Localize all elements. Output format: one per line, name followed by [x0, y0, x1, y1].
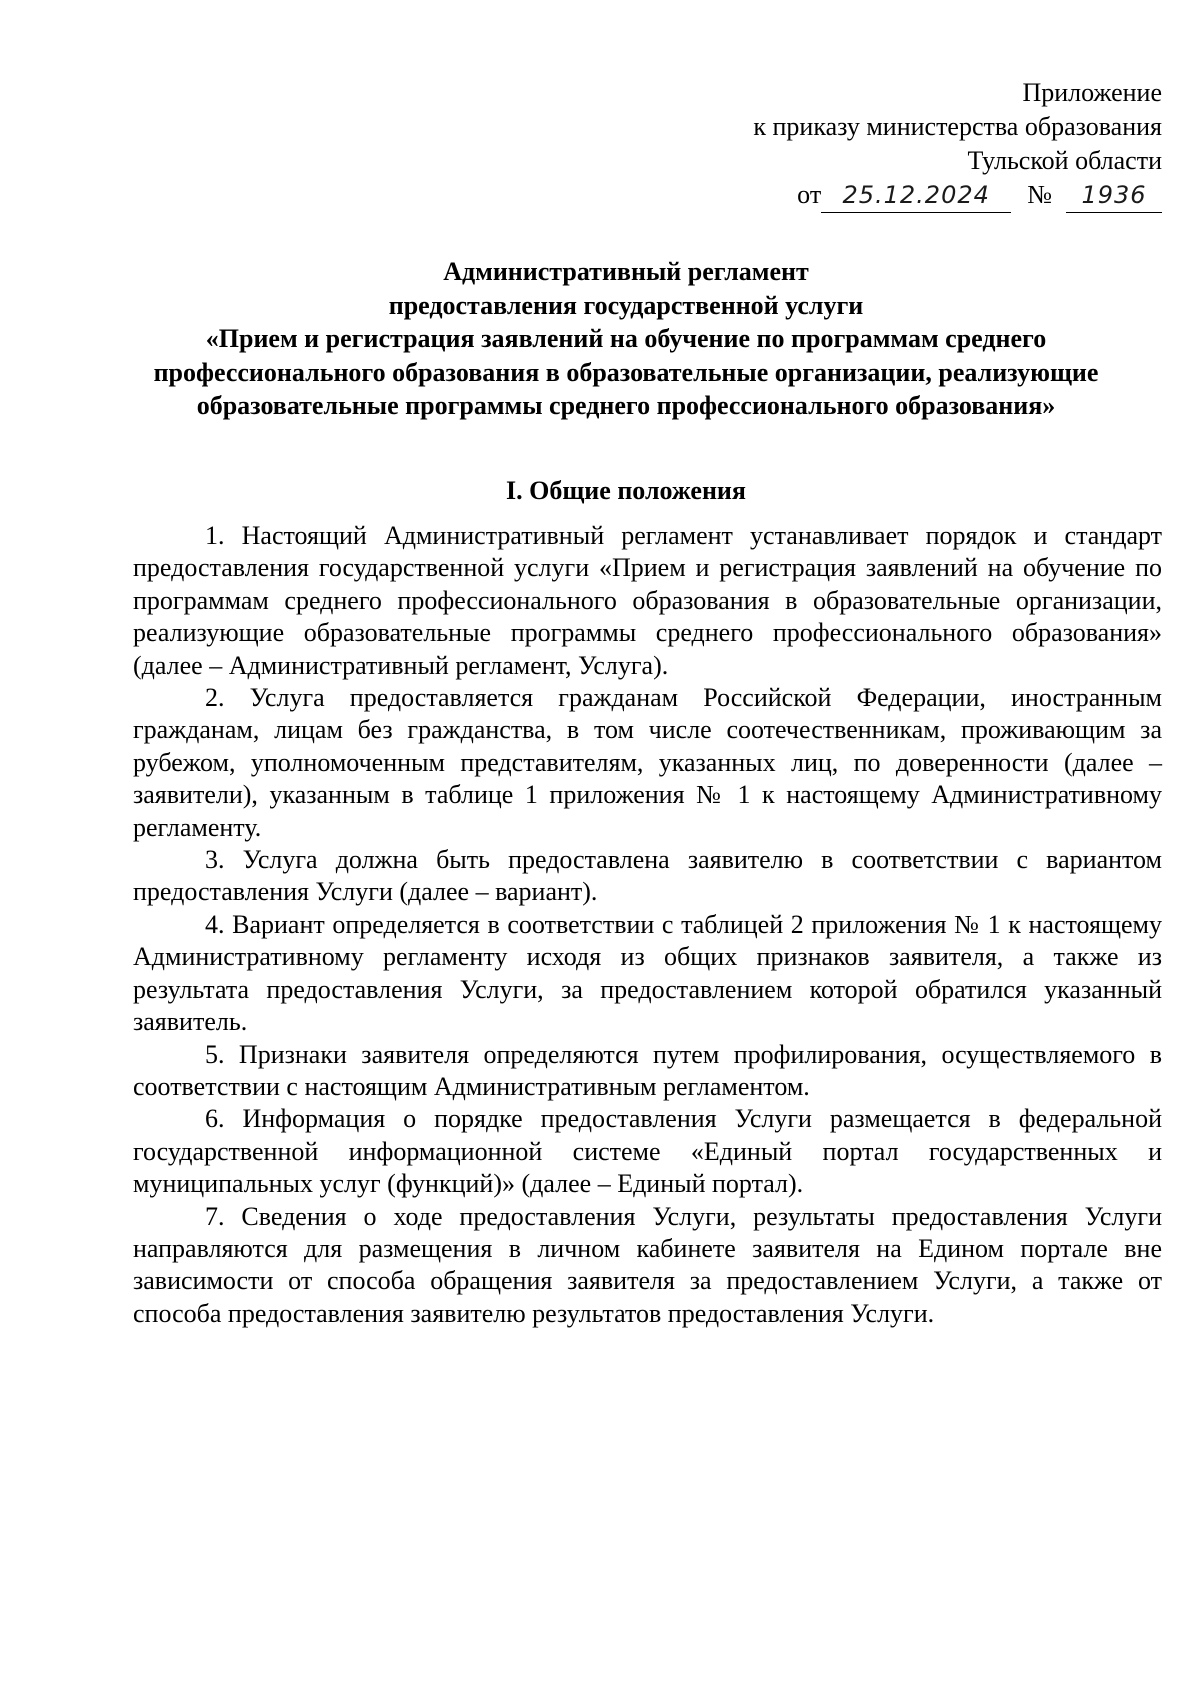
- appendix-region: Тульской области: [967, 146, 1162, 175]
- order-date-number-line: [600, 178, 1162, 213]
- section-heading: I. Общие положения: [506, 476, 746, 505]
- appendix-block: [600, 76, 1162, 213]
- order-prefix: от: [797, 180, 822, 209]
- paragraph-4: 4. Вариант определяется в соответствии с таблицей 2 приложения № 1 к настоящему Административному регламенту исходя из общих признаков заявителя, а также из результата предоставления Услуги, за предоставлением которой обратился указанный заявитель.: [133, 909, 1162, 1037]
- appendix-order-reference: к приказу министерства образования: [753, 112, 1162, 141]
- paragraph-6: 6. Информация о порядке предоставления Услуги размещается в федеральной государственной информационной системе «Единый портал государственных и муниципальных услуг (функций)» (далее – Единый портал).: [133, 1104, 1162, 1199]
- paragraph-2: 2. Услуга предоставляется гражданам Российской Федерации, иностранным гражданам, лицам без гражданства, в том числе соотечественникам, проживающим за рубежом, уполномоченным представителям, указанных лиц, по доверенности (далее – заявители), указанным в таблице 1 приложения № 1 к настоящему Административному регламенту.: [133, 683, 1162, 842]
- title-line-3: «Прием и регистрация заявлений на обучение по программам среднего: [205, 324, 1047, 353]
- paragraph-7: 7. Сведения о ходе предоставления Услуги, результаты предоставления Услуги направляются для размещения в личном кабинете заявителя на Едином портале вне зависимости от способа обращения заявителя за предоставлением Услуги, а также от способа предоставления заявителю результатов предоставления Услуги.: [133, 1201, 1162, 1328]
- appendix-title: Приложение: [1022, 78, 1162, 107]
- order-number-handwritten: 1936: [1066, 178, 1162, 213]
- paragraph-5: 5. Признаки заявителя определяются путем профилирования, осуществляемого в соответствии с настоящим Административным регламентом.: [133, 1039, 1162, 1101]
- order-date-handwritten: 25.12.2024: [821, 178, 1011, 213]
- paragraph-1: 1. Настоящий Административный регламент устанавливает порядок и стандарт предоставления государственной услуги «Прием и регистрация заявлений на обучение по программам среднего профессионального образования в образовательные организации, реализующие образовательные программы среднего профессионального образования» (далее – Административный регламент, Услуга).: [133, 521, 1162, 680]
- number-sign: №: [1027, 180, 1052, 209]
- section-body: [133, 520, 1162, 1330]
- paragraph-3: 3. Услуга должна быть предоставлена заявителю в соответствии с вариантом предоставления Услуги (далее – вариант).: [133, 845, 1162, 907]
- document-title: [90, 255, 1162, 423]
- title-line-1: Административный регламент: [443, 257, 809, 286]
- title-line-4: профессионального образования в образовательные организации, реализующие: [153, 357, 1099, 387]
- title-line-2: предоставления государственной услуги: [388, 290, 864, 320]
- title-line-5: образовательные программы среднего профессионального образования»: [196, 391, 1056, 420]
